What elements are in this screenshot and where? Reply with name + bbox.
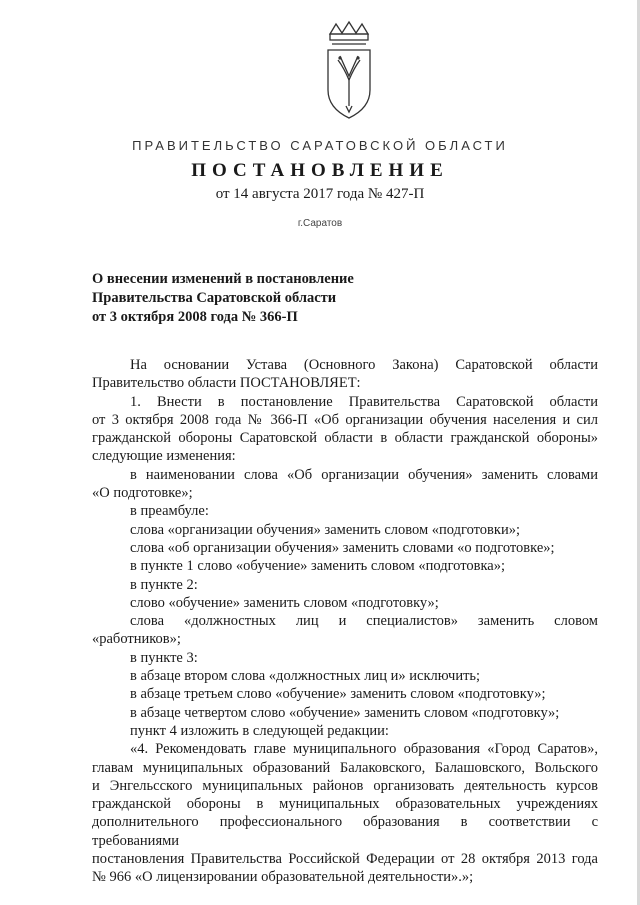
body-line: дополнительного профессионального образования в соответствии с требованиями xyxy=(92,814,598,849)
body-line: «4. Рекомендовать главе муниципального образования «Город Саратов», xyxy=(130,741,598,758)
body-line: «работников»; xyxy=(92,631,181,648)
body-line: в абзаце четвертом слово «обучение» заменить словом «подготовку»; xyxy=(130,704,560,721)
body-line: слова «об организации обучения» заменить словами «о подготовке»; xyxy=(130,539,555,556)
body-line: гражданской обороны в муниципальных образовательных учреждениях xyxy=(92,796,598,813)
body-line: в пункте 3: xyxy=(130,649,198,666)
document-type-title: ПОСТАНОВЛЕНИЕ xyxy=(191,160,449,181)
document-subject xyxy=(92,270,492,327)
government-name: ПРАВИТЕЛЬСТВО САРАТОВСКОЙ ОБЛАСТИ xyxy=(132,138,508,153)
body-line: следующие изменения: xyxy=(92,448,236,465)
subject-line: от 3 октября 2008 года № 366-П xyxy=(92,309,298,325)
body-line: в пункте 1 слово «обучение» заменить словом «подготовка»; xyxy=(130,558,506,575)
body-line: постановления Правительства Российской Федерации от 28 октября 2013 года xyxy=(92,851,598,868)
body-line: в абзаце третьем слово «обучение» заменить словом «подготовку»; xyxy=(130,686,546,703)
document-date-number: от 14 августа 2017 года № 427-П xyxy=(215,186,425,202)
body-line: в пункте 2: xyxy=(130,576,198,593)
body-line: 1. Внести в постановление Правительства Саратовской области xyxy=(130,393,598,410)
body-line: в преамбуле: xyxy=(130,503,209,520)
document-city: г.Саратов xyxy=(297,218,343,229)
document-body xyxy=(92,356,598,887)
body-line: № 966 «О лицензировании образовательной деятельности».»; xyxy=(92,869,474,886)
body-line: слово «обучение» заменить словом «подготовку»; xyxy=(130,594,439,611)
body-line: Правительство области ПОСТАНОВЛЯЕТ: xyxy=(92,375,361,392)
body-line: гражданской обороны Саратовской области в области гражданской обороны» xyxy=(92,430,598,447)
body-line: слова «организации обучения» заменить словом «подготовки»; xyxy=(130,521,520,538)
saratov-coat-of-arms-emblem xyxy=(322,20,376,122)
body-line: пункт 4 изложить в следующей редакции: xyxy=(130,722,389,739)
body-line: от 3 октября 2008 года № 366-П «Об организации обучения населения и сил xyxy=(92,411,598,428)
body-line: главам муниципальных образований Балаковского, Балашовского, Вольского xyxy=(92,759,598,776)
body-line: слова «должностных лиц и специалистов» заменить словом xyxy=(130,613,598,630)
body-line: в абзаце втором слова «должностных лиц и» исключить; xyxy=(130,668,481,685)
subject-line: О внесении изменений в постановление xyxy=(92,271,354,287)
subject-line: Правительства Саратовской области xyxy=(92,290,337,306)
body-line: «О подготовке»; xyxy=(92,485,193,502)
body-line: в наименовании слова «Об организации обучения» заменить словами xyxy=(130,466,598,483)
body-line: На основании Устава (Основного Закона) Саратовской области xyxy=(130,357,598,373)
body-line: и Энгельсского муниципальных районов организовать деятельность курсов xyxy=(92,777,598,794)
